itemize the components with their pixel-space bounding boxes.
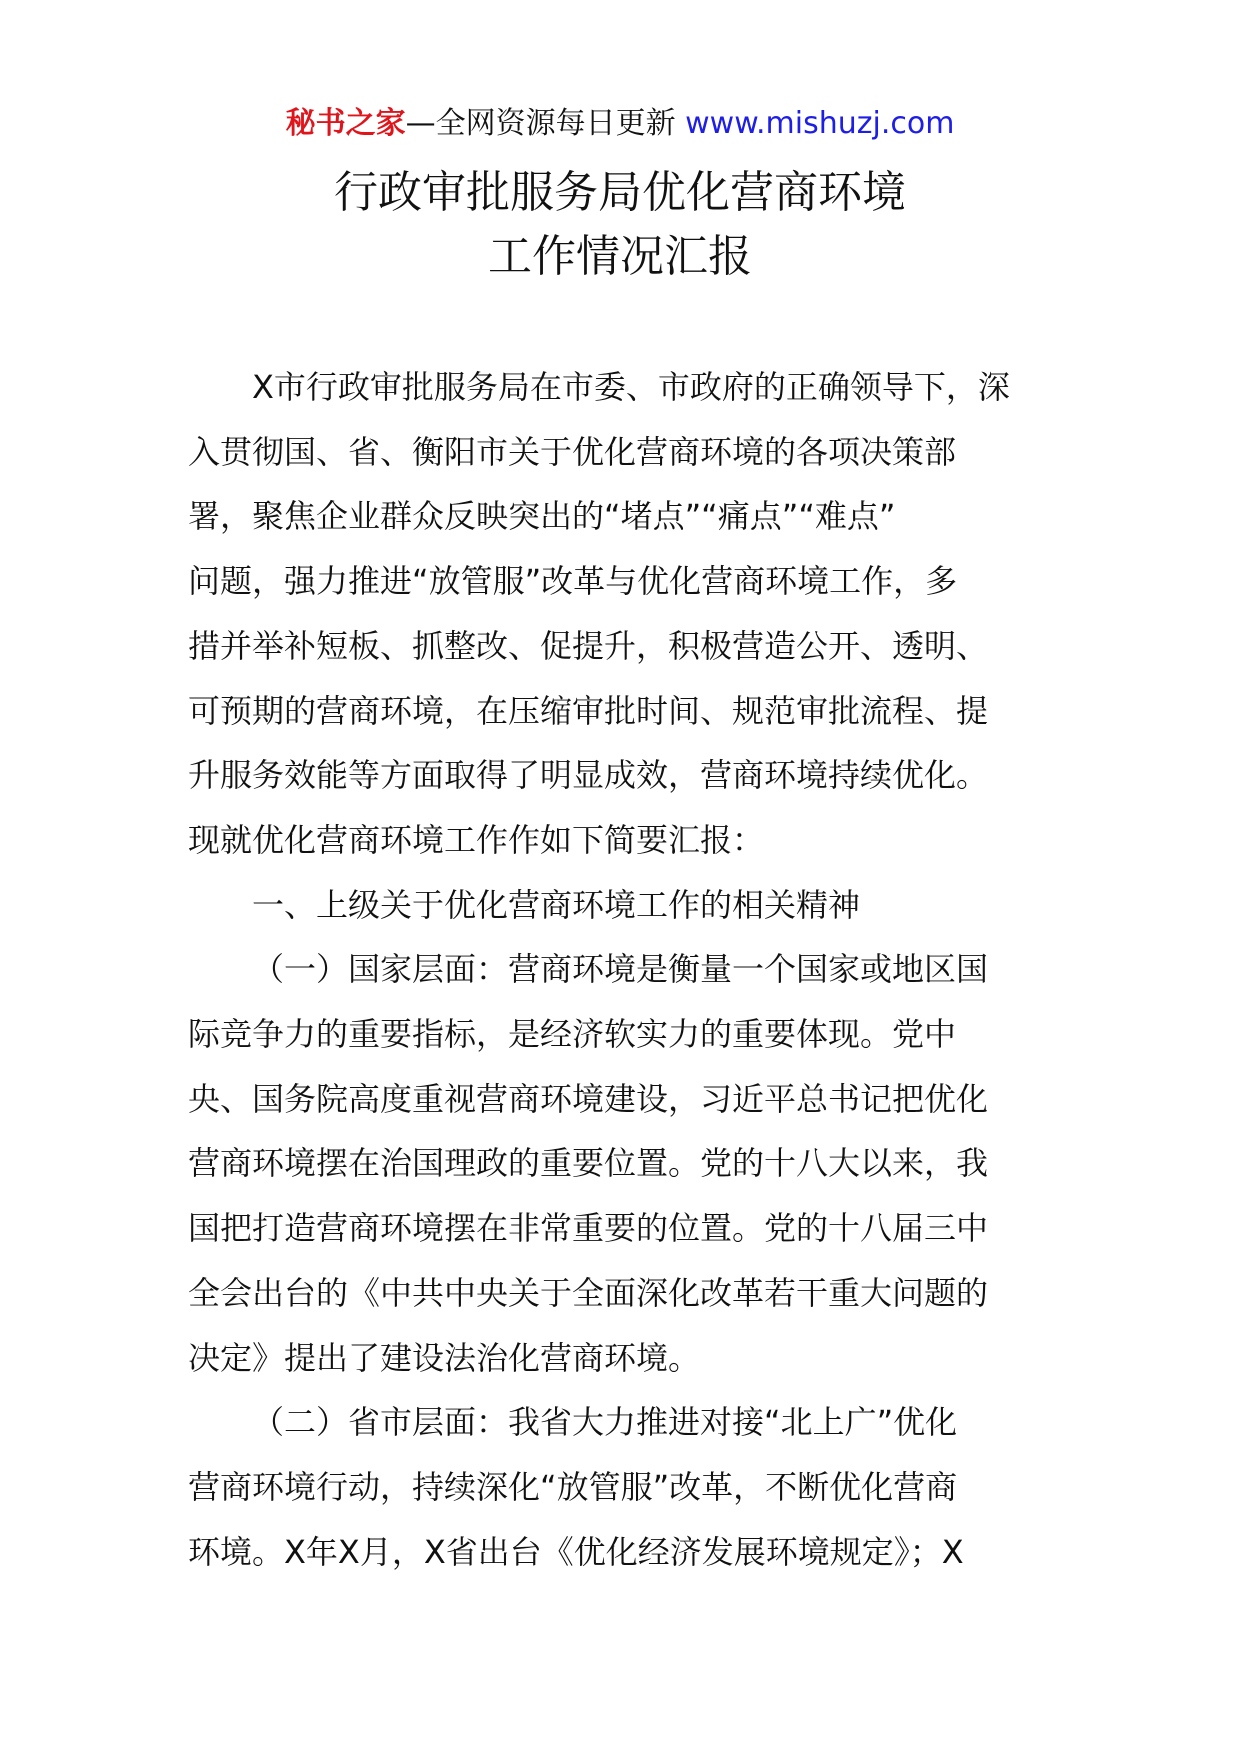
section-heading-1 [188,873,1058,938]
text-line: 入贯彻国、省、衡阳市关于优化营商环境的各项决策部 [188,432,957,471]
text-line: 营商环境行动，持续深化“放管服”改革，不断优化营商 [188,1467,958,1506]
text-line: 署，聚焦企业群众反映突出的“堵点”“痛点”“难点” [188,497,896,536]
text-line: （一）国家层面：营商环境是衡量一个国家或地区国 [252,950,989,989]
paragraph-intro [188,355,1058,873]
text-line: 决定》提出了建设法治化营商环境。 [188,1338,701,1377]
text-line: 际竞争力的重要指标，是经济软实力的重要体现。党中 [188,1015,957,1054]
brand-name: 秘书之家 [285,106,406,141]
paragraph-provincial-level [188,1390,1058,1584]
text-line: 措并举补短板、抓整改、促提升，积极营造公开、透明、 [188,626,989,665]
header-slogan: —全网资源每日更新 [405,106,676,141]
text-line: 全会出台的《中共中央关于全面深化改革若干重大问题的 [188,1273,989,1312]
paragraph-national-level [188,937,1058,1390]
text-line: 问题，强力推进“放管服”改革与优化营商环境工作，多 [188,562,958,601]
text-line: 央、国务院高度重视营商环境建设，习近平总书记把优化 [188,1079,989,1118]
text-line: 国把打造营商环境摆在非常重要的位置。党的十八届三中 [188,1209,989,1248]
text-line: 可预期的营商环境，在压缩审批时间、规范审批流程、提 [188,691,989,730]
document-title-line-2: 工作情况汇报 [488,231,752,282]
text-line: 营商环境摆在治国理政的重要位置。党的十八大以来，我 [188,1144,989,1183]
text-line: 升服务效能等方面取得了明显成效，营商环境持续优化。 [188,756,989,795]
text-line: （二）省市层面：我省大力推进对接“北上广”优化 [252,1403,958,1442]
text-line: 环境。X年X月，X省出台《优化经济发展环境规定》；X [188,1532,964,1571]
document-body [188,355,1058,1584]
website-link[interactable]: www.mishuzj.com [685,106,955,141]
watermark-header [0,102,1240,146]
text-line: X市行政审批服务局在市委、市政府的正确领导下，深 [252,368,1010,406]
text-line: 现就优化营商环境工作作如下简要汇报： [188,820,765,859]
text-line: 一、上级关于优化营商环境工作的相关精神 [252,885,861,924]
document-title-line-1: 行政审批服务局优化营商环境 [334,167,906,218]
